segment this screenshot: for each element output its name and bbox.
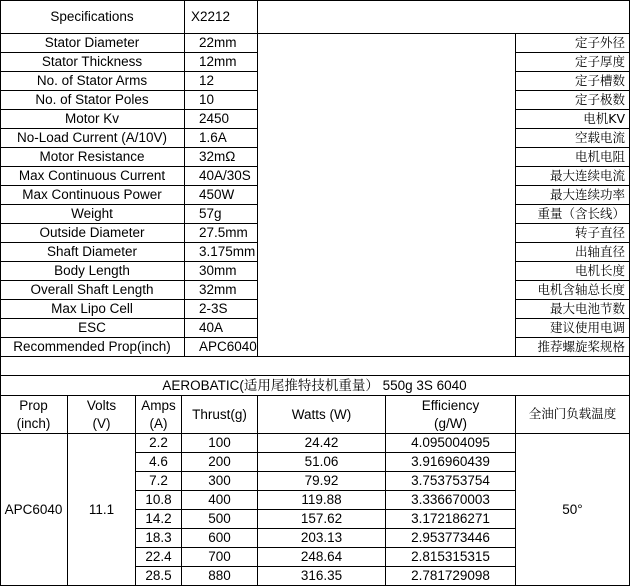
spec-cn-label: 电机电阻 (516, 148, 630, 167)
spec-label: No-Load Current (A/10V) (0, 129, 185, 148)
amps-cell: 4.6 (136, 453, 182, 472)
spec-label: Motor Kv (0, 110, 185, 129)
header-volts: Volts (V) (68, 396, 136, 434)
spec-value: 57g (185, 205, 258, 224)
watts-cell: 157.62 (258, 510, 386, 529)
spec-label: Max Continuous Power (0, 186, 185, 205)
efficiency-cell: 4.095004095 (386, 434, 516, 453)
thrust-cell: 700 (182, 548, 258, 567)
spec-label: Weight (0, 205, 185, 224)
spec-cn-label: 建议使用电调 (516, 319, 630, 338)
spec-label: No. of Stator Poles (0, 91, 185, 110)
thrust-cell: 200 (182, 453, 258, 472)
spec-header-blank (258, 0, 630, 34)
spec-cn-label: 定子极数 (516, 91, 630, 110)
thrust-cell: 300 (182, 472, 258, 491)
spec-cn-label: 推荐螺旋桨规格 (516, 338, 630, 357)
efficiency-cell: 2.953773446 (386, 529, 516, 548)
header-amps: Amps (A) (136, 396, 182, 434)
amps-cell: 18.3 (136, 529, 182, 548)
spec-value: 3.175mm (185, 243, 258, 262)
thrust-cell: 400 (182, 491, 258, 510)
amps-cell: 28.5 (136, 567, 182, 586)
spec-cn-label: 定子厚度 (516, 53, 630, 72)
spec-header-label: Specifications (0, 0, 185, 34)
header-watts: Watts (W) (258, 396, 386, 434)
efficiency-cell: 2.781729098 (386, 567, 516, 586)
watts-cell: 119.88 (258, 491, 386, 510)
header-prop: Prop (inch) (0, 396, 68, 434)
section-gap (0, 357, 630, 376)
watts-cell: 316.35 (258, 567, 386, 586)
test-title: AEROBATIC(适用尾推特技机重量） 550g 3S 6040 (0, 376, 630, 396)
spec-header-value: X2212 (185, 0, 258, 34)
spec-value: 12mm (185, 53, 258, 72)
thrust-cell: 600 (182, 529, 258, 548)
temp-value: 50° (516, 434, 630, 586)
spec-cn-label: 电机长度 (516, 262, 630, 281)
watts-cell: 248.64 (258, 548, 386, 567)
spec-label: Stator Diameter (0, 34, 185, 53)
amps-cell: 10.8 (136, 491, 182, 510)
header-temp: 全油门负载温度 (516, 396, 630, 434)
volts-value: 11.1 (68, 434, 136, 586)
spec-label: Outside Diameter (0, 224, 185, 243)
spec-value: 2-3S (185, 300, 258, 319)
spec-value: 40A (185, 319, 258, 338)
spec-label: Stator Thickness (0, 53, 185, 72)
thrust-cell: 100 (182, 434, 258, 453)
spec-label: Shaft Diameter (0, 243, 185, 262)
spec-cn-label: 重量（含长线） (516, 205, 630, 224)
spec-value: 22mm (185, 34, 258, 53)
spec-middle-blank (258, 34, 516, 357)
spec-value: 32mΩ (185, 148, 258, 167)
spec-value: 27.5mm (185, 224, 258, 243)
spec-value: 450W (185, 186, 258, 205)
efficiency-cell: 3.336670003 (386, 491, 516, 510)
watts-cell: 79.92 (258, 472, 386, 491)
spec-label: ESC (0, 319, 185, 338)
spec-label: Recommended Prop(inch) (0, 338, 185, 357)
spec-value: 12 (185, 72, 258, 91)
amps-cell: 22.4 (136, 548, 182, 567)
spec-value: 32mm (185, 281, 258, 300)
watts-cell: 203.13 (258, 529, 386, 548)
spec-cn-label: 定子槽数 (516, 72, 630, 91)
spec-cn-label: 定子外径 (516, 34, 630, 53)
header-thrust: Thrust(g) (182, 396, 258, 434)
spec-cn-label: 转子直径 (516, 224, 630, 243)
efficiency-cell: 2.815315315 (386, 548, 516, 567)
spec-label: No. of Stator Arms (0, 72, 185, 91)
spec-label: Max Continuous Current (0, 167, 185, 186)
spec-label: Motor Resistance (0, 148, 185, 167)
efficiency-cell: 3.753753754 (386, 472, 516, 491)
amps-cell: 7.2 (136, 472, 182, 491)
spec-value: 1.6A (185, 129, 258, 148)
spec-cn-label: 出轴直径 (516, 243, 630, 262)
spec-cn-label: 电机KV (516, 110, 630, 129)
spec-cn-label: 最大连续电流 (516, 167, 630, 186)
spec-cn-label: 最大连续功率 (516, 186, 630, 205)
header-efficiency: Efficiency (g/W) (386, 396, 516, 434)
spec-label: Body Length (0, 262, 185, 281)
thrust-cell: 500 (182, 510, 258, 529)
spec-label: Max Lipo Cell (0, 300, 185, 319)
watts-cell: 24.42 (258, 434, 386, 453)
watts-cell: 51.06 (258, 453, 386, 472)
spec-cn-label: 空载电流 (516, 129, 630, 148)
prop-value: APC6040 (0, 434, 68, 586)
spec-value: 30mm (185, 262, 258, 281)
spec-cn-label: 最大电池节数 (516, 300, 630, 319)
spec-value: 40A/30S (185, 167, 258, 186)
spec-value: 10 (185, 91, 258, 110)
spec-cn-label: 电机含轴总长度 (516, 281, 630, 300)
spec-label: Overall Shaft Length (0, 281, 185, 300)
spec-value: 2450 (185, 110, 258, 129)
efficiency-cell: 3.172186271 (386, 510, 516, 529)
thrust-cell: 880 (182, 567, 258, 586)
efficiency-cell: 3.916960439 (386, 453, 516, 472)
amps-cell: 2.2 (136, 434, 182, 453)
spec-value: APC6040 (185, 338, 258, 357)
amps-cell: 14.2 (136, 510, 182, 529)
